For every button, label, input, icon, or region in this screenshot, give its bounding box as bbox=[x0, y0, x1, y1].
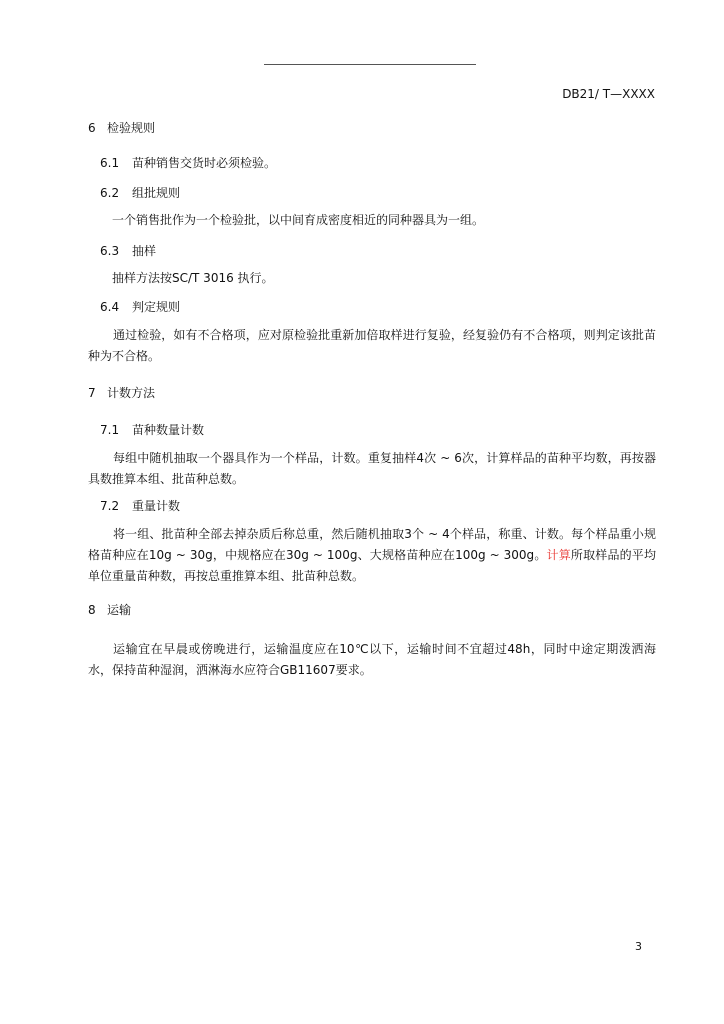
clause-title: 组批规则 bbox=[132, 186, 181, 200]
clause-number: 6.1 bbox=[100, 156, 120, 170]
body-text: 所取样品的平均单位重量苗种数，再按总重推算本组、批苗种总数。 bbox=[88, 548, 656, 583]
clause-title: 苗种数量计数 bbox=[132, 423, 205, 437]
clause-6-1 bbox=[100, 157, 276, 169]
section-title: 计数方法 bbox=[107, 386, 156, 400]
highlighted-term: 计算 bbox=[546, 548, 571, 562]
body-text: 将一组、批苗种全部去掉杂质后称总重，然后随机抽取3个 ~ 4个样品，称重、计数。每个样品重小规格苗种应在10g ~ 30g，中规格应在30g ~ 100g、大规格苗种应在100g ~ 300g。 bbox=[88, 527, 656, 562]
clause-number: 6.3 bbox=[100, 244, 120, 258]
clause-title: 重量计数 bbox=[132, 499, 181, 513]
clause-7-2 bbox=[100, 500, 180, 512]
header-rule bbox=[264, 64, 476, 65]
clause-6-2-body: 一个销售批作为一个检验批，以中间育成密度相近的同种器具为一组。 bbox=[112, 213, 485, 227]
clause-6-4-body: 通过检验，如有不合格项，应对原检验批重新加倍取样进行复验，经复验仍有不合格项，则判定该批苗种为不合格。 bbox=[88, 328, 656, 363]
clause-6-2 bbox=[100, 187, 180, 199]
page-number: 3 bbox=[635, 940, 642, 953]
clause-title: 苗种销售交货时必须检验。 bbox=[132, 156, 277, 170]
section-number: 8 bbox=[88, 603, 96, 617]
clause-number: 6.4 bbox=[100, 300, 120, 314]
standard-code: DB21/ T—XXXX bbox=[562, 87, 655, 101]
section-title: 检验规则 bbox=[107, 121, 156, 135]
section-6-heading bbox=[88, 122, 155, 134]
section-number: 6 bbox=[88, 121, 96, 135]
section-number: 7 bbox=[88, 386, 96, 400]
clause-7-2-body bbox=[88, 524, 656, 587]
clause-7-1 bbox=[100, 424, 204, 436]
section-8-body: 运输宜在早晨或傍晚进行，运输温度应在10℃以下，运输时间不宜超过48h，同时中途定期泼洒海水，保持苗种湿润，洒淋海水应符合GB11607要求。 bbox=[88, 642, 656, 677]
clause-6-3-body: 抽样方法按SC/T 3016 执行。 bbox=[112, 271, 274, 285]
clause-7-1-body: 每组中随机抽取一个器具作为一个样品，计数。重复抽样4次 ~ 6次，计算样品的苗种平均数，再按器具数推算本组、批苗种总数。 bbox=[88, 451, 656, 486]
clause-6-4 bbox=[100, 301, 180, 313]
section-7-heading bbox=[88, 387, 155, 399]
section-title: 运输 bbox=[107, 603, 132, 617]
clause-number: 6.2 bbox=[100, 186, 120, 200]
section-8-heading bbox=[88, 604, 131, 616]
clause-6-3 bbox=[100, 245, 156, 257]
clause-title: 抽样 bbox=[132, 244, 157, 258]
clause-number: 7.1 bbox=[100, 423, 120, 437]
clause-title: 判定规则 bbox=[132, 300, 181, 314]
clause-number: 7.2 bbox=[100, 499, 120, 513]
